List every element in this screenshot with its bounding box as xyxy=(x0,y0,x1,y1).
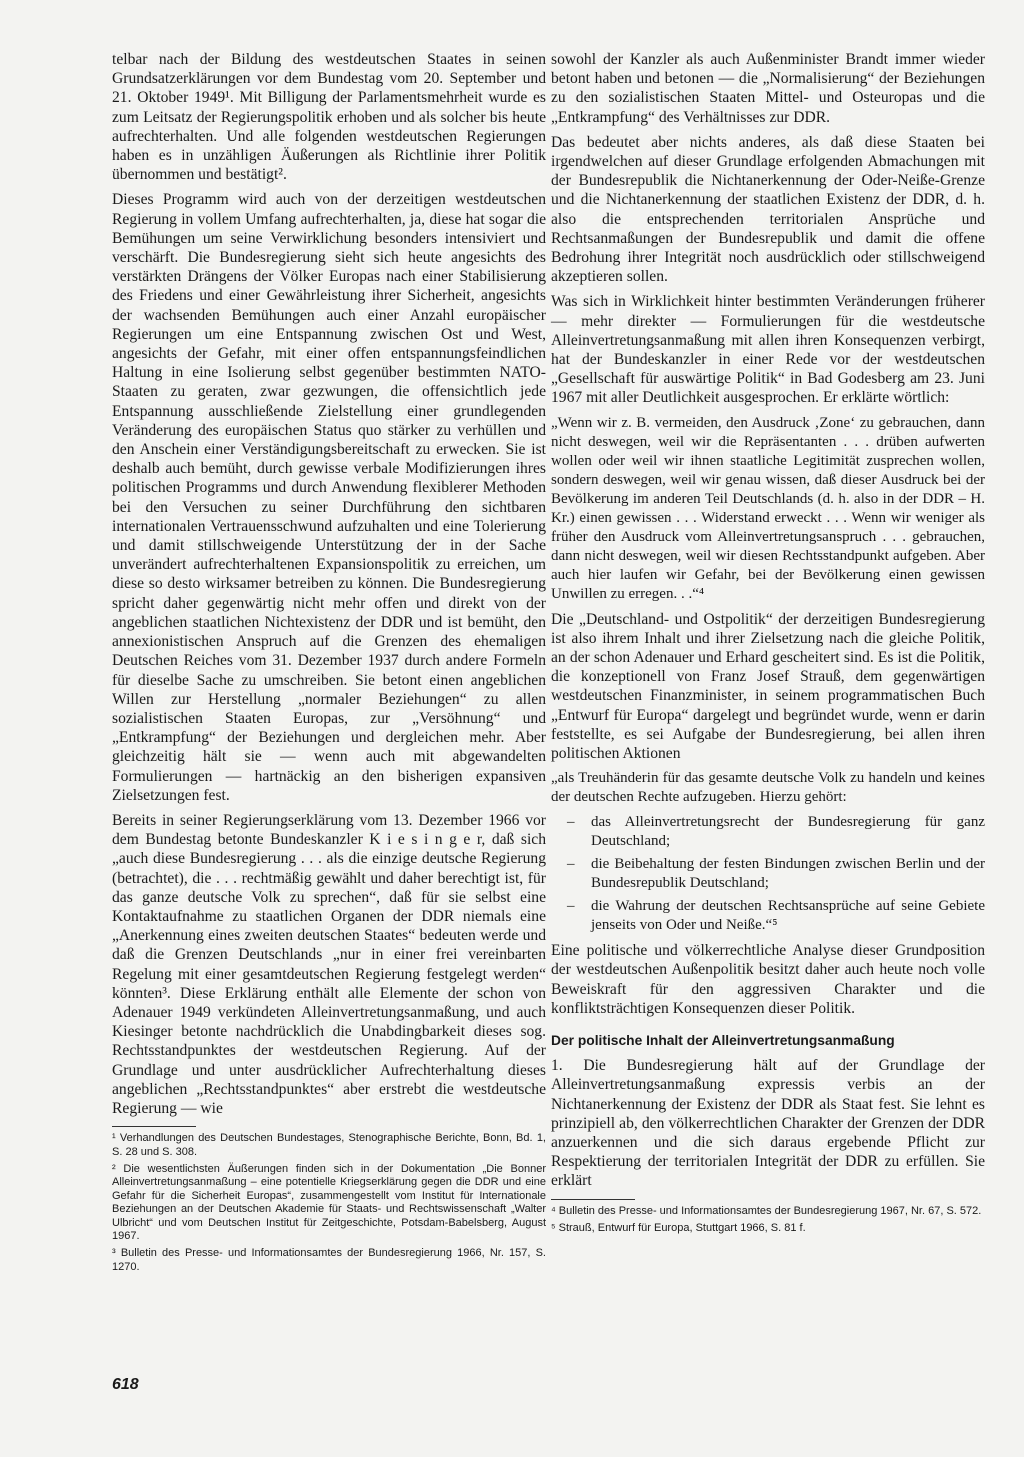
left-column xyxy=(112,50,546,1278)
left-footnotes xyxy=(112,1132,546,1274)
footnote-5: ⁵ Strauß, Entwurf für Europa, Stuttgart 1966, S. 81 f. xyxy=(551,1221,806,1234)
dash-icon: – xyxy=(567,856,575,873)
footnote-3: ³ Bulletin des Presse- und Informationsamtes der Bundesregierung 1966, Nr. 157, S. 1270. xyxy=(112,1247,546,1273)
left-paragraph-3: Bereits in seiner Regierungserklärung vom 13. Dezember 1966 vor dem Bundestag betonte Bundeskanzler K i e s i n g e r, daß sich „auch diese Bundesregierung . . . als die einzige deutsche Regierung (betrachtet), die . . . rechtmäßig gewählt und daher berechtigt ist, für das ganze deutsche Volk zu sprechen“, daß für sie selbst eine Kontaktaufnahme zu staatlichen Organen der DDR niemals eine „Anerkennung eines zweiten deutschen Staates“ bedeuten werde und daß die Grenzen Deutschlands „nur in einer frei vereinbarten Regelung mit einer gesamtdeutschen Regierung festgelegt werden“ könnten³. Diese Erklärung enthält alle Elemente der schon von Adenauer 1949 verkündeten Alleinvertretungsanmaßung, und auch Kiesinger betonte nachdrücklich die Unabdingbarkeit dieses sog. Rechtsstandpunktes der westdeutschen Regierung. Auf der Grundlage und unter ausdrücklicher Aufrechterhaltung dieses angeblichen „Rechtsstandpunktes“ aber erstrebt die westdeutsche Regierung — wie xyxy=(112,811,546,1117)
section-heading: Der politische Inhalt der Alleinvertretungsanmaßung xyxy=(551,1033,895,1049)
right-paragraph-2: Das bedeutet aber nichts anderes, als daß diese Staaten bei irgendwelchen auf dieser Grundlage erfolgenden Abmachungen mit der Bundesrepublik die Nichtanerkennung der Oder-Neiße-Grenze und die Nichtanerkennung der staatlichen Existenz der DDR, d. h. also die entsprechenden territorialen Ansprüche und Rechtsanmaßungen der Bundesrepublik und damit die offene Bedrohung ihrer Integrität noch ausdrücklich oder stillschweigend akzeptieren sollen. xyxy=(551,133,985,286)
kiesinger-quote: „Wenn wir z. B. vermeiden, den Ausdruck ‚Zone‘ zu gebrauchen, dann nicht deswegen, weil wir die Repräsentanten . . . drüben aufwerten wollen oder weil wir ihnen staatliche Legitimität zusprechen wollen, sondern deswegen, weil wir genau wissen, daß dieser Ausdruck bei der Bevölkerung im anderen Teil Deutschlands (d. h. also in der DDR – H. Kr.) einen gewissen . . . Widerstand erweckt . . . Wenn wir weniger als früher den Ausdruck vom Alleinvertretungsanspruch . . . gebrauchen, dann nicht deswegen, weil wir diesen Rechtsstandpunkt aufgeben. Aber auch hier laufen wir Gefahr, bei der Bevölkerung einen gewissen Unwillen zu erregen. . .“⁴ xyxy=(551,414,985,602)
footnote-rule xyxy=(112,1126,196,1127)
left-paragraph-2: Dieses Programm wird auch von der derzeitigen westdeutschen Regierung in vollem Umfang aufrechterhalten, ja, diese hat sogar die Bemühungen um seine Verwirklichung besonders intensiviert und verschärft. Die Bundesregierung sieht sich heute angesichts des verstärkten Drängens der Völker Europas nach einer Stabilisierung des Friedens und einer Gewährleistung ihrer Sicherheit, angesichts der wachsenden Bemühungen auch einer Anzahl europäischer Regierungen um eine Entspannung zwischen Ost und West, angesichts der Gefahr, mit einer offen entspannungsfeindlichen Haltung in eine Isolierung selbst gegenüber bestimmten NATO-Staaten zu geraten, zwar gezwungen, die offensichtlich jede Entspannung ausschließende Zielstellung einer grundlegenden Veränderung des europäischen Status quo stärker zu verhüllen und den Anschein einer Verständigungsbereitschaft zu erwecken. Sie ist deshalb auch bemüht, durch gewisse verbale Modifizierungen ihres politischen Programms und durch Anwendung flexiblerer Methoden bei den Versuchen zu seiner Durchführung den sichtbaren internationalen Vertrauensschwund aufzuhalten und eine Tolerierung und damit stillschweigende Unterstützung der in der Sache unverändert aufrechterhaltenen Expansionspolitik zu erreichen, um diese so desto wirksamer betreiben zu können. Die Bundesregierung spricht daher gegenwärtig nicht mehr offen und direkt von der angeblichen staatlichen Nichtexistenz der DDR und ist bemüht, den annexionistischen Anspruch auf die Grenzen des ehemaligen Deutschen Reiches vom 31. Dezember 1937 durch andere Formeln für dieselbe Sache zu umschreiben. Sie betont einen angeblichen Willen zur Herstellung „normaler Beziehungen“ zu allen sozialistischen Staaten Europas, zur „Versöhnung“ und „Entkrampfung“ der Beziehungen und dergleichen mehr. Aber gleichzeitig hält sie — wenn auch mit abgewandelten Formulierungen — hartnäckig an den bisherigen expansiven Zielsetzungen fest. xyxy=(112,191,546,804)
footnote-rule xyxy=(551,1199,635,1200)
page-number: 618 xyxy=(112,1376,139,1393)
footnote-4: ⁴ Bulletin des Presse- und Informationsamtes der Bundesregierung 1967, Nr. 67, S. 572. xyxy=(551,1204,982,1217)
dash-icon: – xyxy=(567,898,575,915)
left-paragraph-1: telbar nach der Bildung des westdeutschen Staates in seinen Grundsatzerklärungen vor dem Bundestag vom 20. September und 21. Oktober 1949¹. Mit Billigung der Parlamentsmehrheit wurde es zum Leitsatz der Regierungspolitik erhoben und als solcher bis heute aufrechterhalten. Und alle folgenden westdeutschen Regierungen haben es in unzähligen Äußerungen als Richtlinie ihrer Politik übernommen und bestätigt². xyxy=(112,51,546,184)
right-paragraph-4: Die „Deutschland- und Ostpolitik“ der derzeitigen Bundesregierung ist also ihrem Inhalt und ihrer Zielsetzung nach die gleiche Politik, an der schon Adenauer und Erhard gescheitert sind. Es ist die Politik, die konzeptionell von Franz Josef Strauß, dem gegenwärtigen westdeutschen Finanzminister, in seinem programmatischen Buch „Entwurf für Europa“ dargelegt und begründet wurde, wenn er darin feststellte, es sei Aufgabe der Bundesregierung, bei allen ihren politischen Aktionen xyxy=(551,610,985,763)
dash-icon: – xyxy=(567,814,575,831)
right-footnotes xyxy=(551,1205,985,1236)
footnote-2: ² Die wesentlichsten Äußerungen finden sich in der Dokumentation „Die Bonner Alleinvertretungsanmaßung – eine potentielle Kriegserklärung gegen die DDR und eine Gefahr für die Sicherheit Europas“, zusammengestellt vom Institut für Internationale Beziehungen an der Deutschen Akademie für Staats- und Rechtswissenschaft „Walter Ulbricht“ und vom Deutschen Institut für Zeitgeschichte, Potsdam-Babelsberg, August 1967. xyxy=(112,1162,546,1243)
footnote-1: ¹ Verhandlungen des Deutschen Bundestages, Stenographische Berichte, Bonn, Bd. 1, S. 28 und S. 308. xyxy=(112,1132,546,1158)
strauss-quote: „als Treuhänderin für das gesamte deutsche Volk zu handeln und keines der deutschen Rechte aufzugeben. Hierzu gehört: xyxy=(551,770,985,806)
list-item: – das Alleinvertretungsrecht der Bundesregierung für ganz Deutschland; xyxy=(567,814,985,850)
right-column xyxy=(551,50,985,1239)
right-paragraph-6: 1. Die Bundesregierung hält auf der Grundlage der Alleinvertretungsanmaßung expressis verbis an der Nichtanerkennung der Existenz der DDR als Staat fest. Sie lehnt es prinzipiell ab, den völkerrechtlichen Charakter der Grenzen der DDR anzuerkennen und die sich daraus ergebende Pflicht zur Respektierung der territorialen Integrität der DDR zu erfüllen. Sie erklärt xyxy=(551,1057,985,1190)
right-paragraph-1: sowohl der Kanzler als auch Außenminister Brandt immer wieder betont haben und betonen — die „Normalisierung“ der Beziehungen zu den sozialistischen Staaten Mittel- und Osteuropas und die „Entkrampfung“ des Verhältnisses zur DDR. xyxy=(551,51,985,126)
strauss-bullet-list xyxy=(567,813,985,935)
list-item: – die Wahrung der deutschen Rechtsansprüche auf seine Gebiete jenseits von Oder und Neiße.“⁵ xyxy=(567,898,985,934)
list-item: – die Beibehaltung der festen Bindungen zwischen Berlin und der Bundesrepublik Deutschland; xyxy=(567,856,985,892)
right-paragraph-5: Eine politische und völkerrechtliche Analyse dieser Grundposition der westdeutschen Außenpolitik besitzt daher auch heute noch volle Beweiskraft für den aggressiven Charakter und die konfliktsträchtigen Konsequenzen dieser Politik. xyxy=(551,942,985,1017)
right-paragraph-3: Was sich in Wirklichkeit hinter bestimmten Veränderungen früherer — mehr direkter — Formulierungen für die westdeutsche Alleinvertretungsanmaßung mit allen ihren Konsequenzen verbirgt, hat der Bundeskanzler in einer Rede vor der westdeutschen „Gesellschaft für auswärtige Politik“ in Bad Godesberg am 23. Juni 1967 mit aller Deutlichkeit ausgesprochen. Er erklärte wörtlich: xyxy=(551,293,985,407)
